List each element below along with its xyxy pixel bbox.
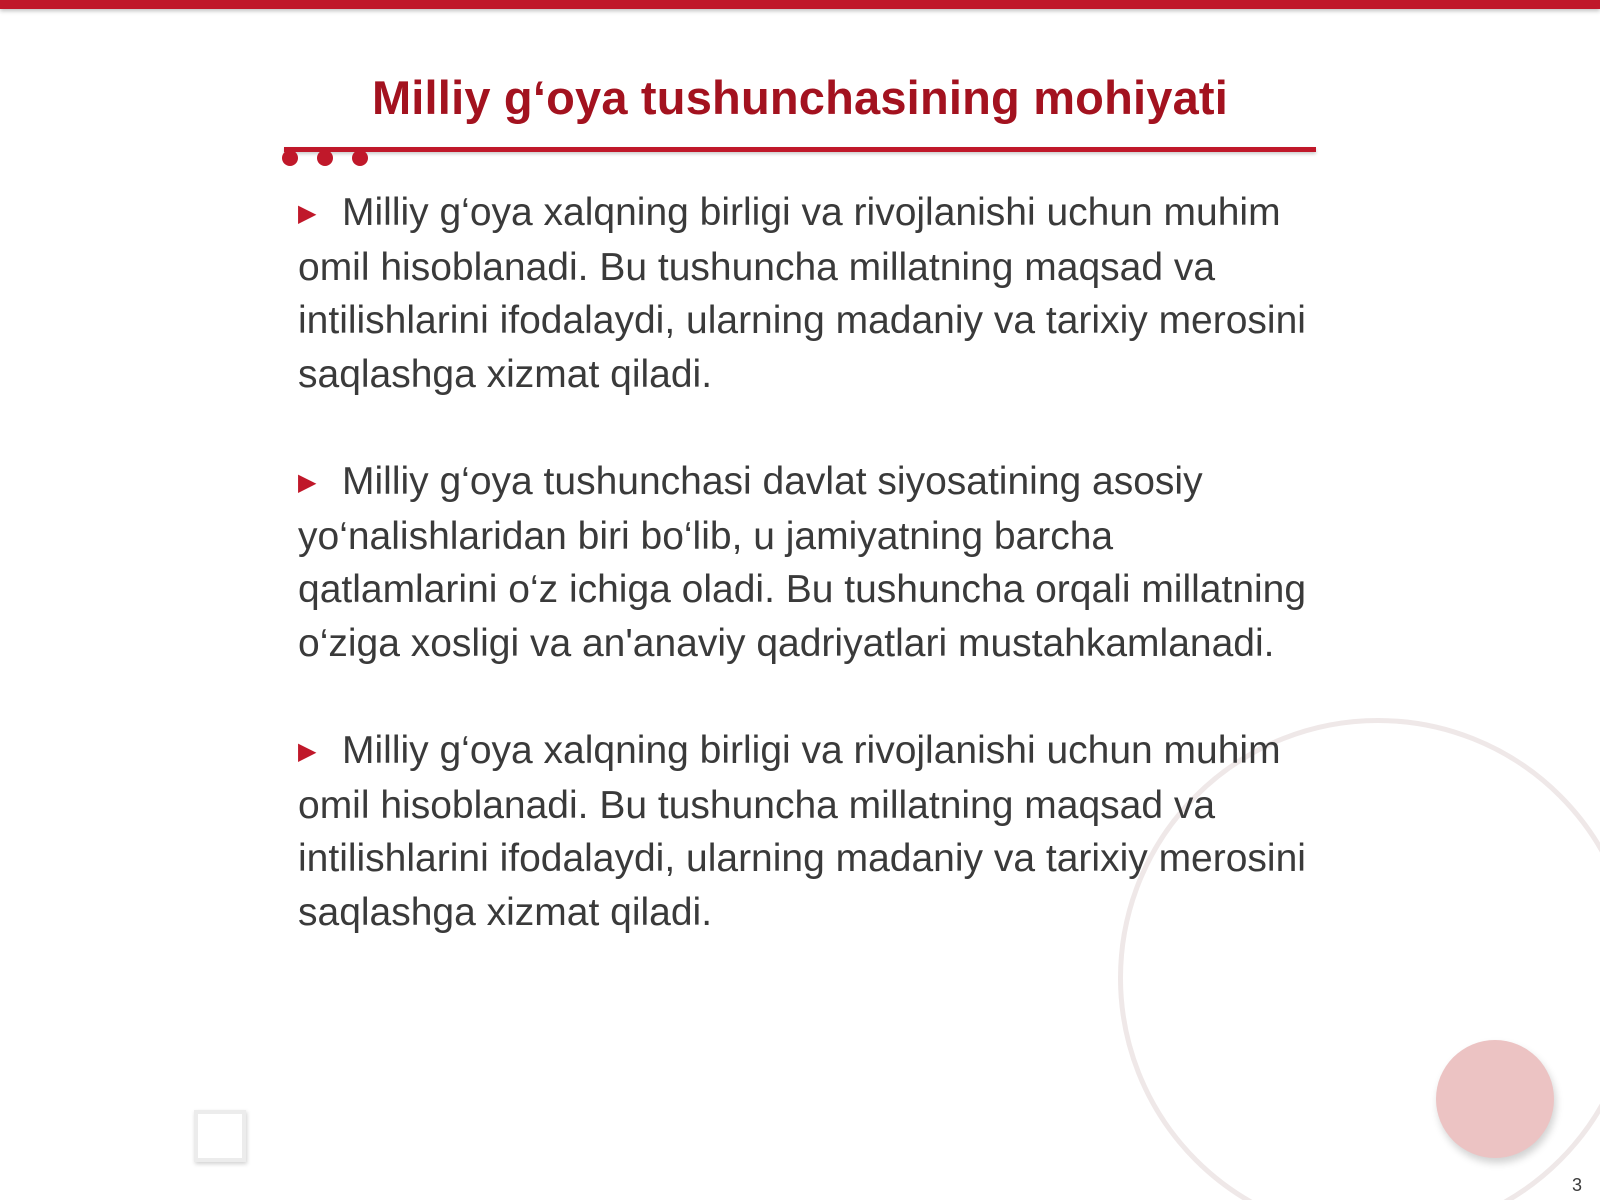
- bullet-arrow-icon: ▶: [298, 738, 317, 765]
- top-accent-bar: [0, 0, 1600, 9]
- bullet-item: [298, 455, 1308, 670]
- decorative-square: [194, 1110, 246, 1162]
- bullet-item: [298, 186, 1308, 401]
- slide-title: Milliy g‘oya tushunchasining mohiyati: [371, 71, 1229, 124]
- bullet-text: Milliy g‘oya xalqning birligi va rivojlanishi uchun muhim omil hisoblanadi. Bu tushuncha millatning maqsad va intilishlarini ifodalaydi, ularning madaniy va tarixiy merosini saqlashga xizmat qiladi.: [298, 191, 1306, 396]
- bullet-text: Milliy g‘oya xalqning birligi va rivojlanishi uchun muhim omil hisoblanadi. Bu tushuncha millatning maqsad va intilishlarini ifodalaydi, ularning madaniy va tarixiy merosini saqlashga xizmat qiladi.: [298, 729, 1306, 934]
- underline-dot: [317, 150, 333, 166]
- bullet-arrow-icon: ▶: [298, 469, 317, 496]
- page-number: 3: [1571, 1175, 1582, 1195]
- bullet-arrow-icon: ▶: [298, 200, 317, 227]
- title-underline: [284, 147, 1316, 152]
- decorative-circle: [1436, 1040, 1554, 1158]
- bullet-text: Milliy g‘oya tushunchasi davlat siyosatining asosiy yo‘nalishlaridan biri bo‘lib, u jamiyatning barcha qatlamlarini o‘z ichiga oladi. Bu tushuncha orqali millatning o‘ziga xosligi va an'anaviy qadriyatlari mustahkamlanadi.: [298, 460, 1307, 665]
- underline-dot: [352, 150, 368, 166]
- underline-dot: [282, 150, 298, 166]
- title-underline-dots: [282, 150, 368, 166]
- bullet-item: [298, 724, 1308, 939]
- bullet-list: [298, 186, 1308, 993]
